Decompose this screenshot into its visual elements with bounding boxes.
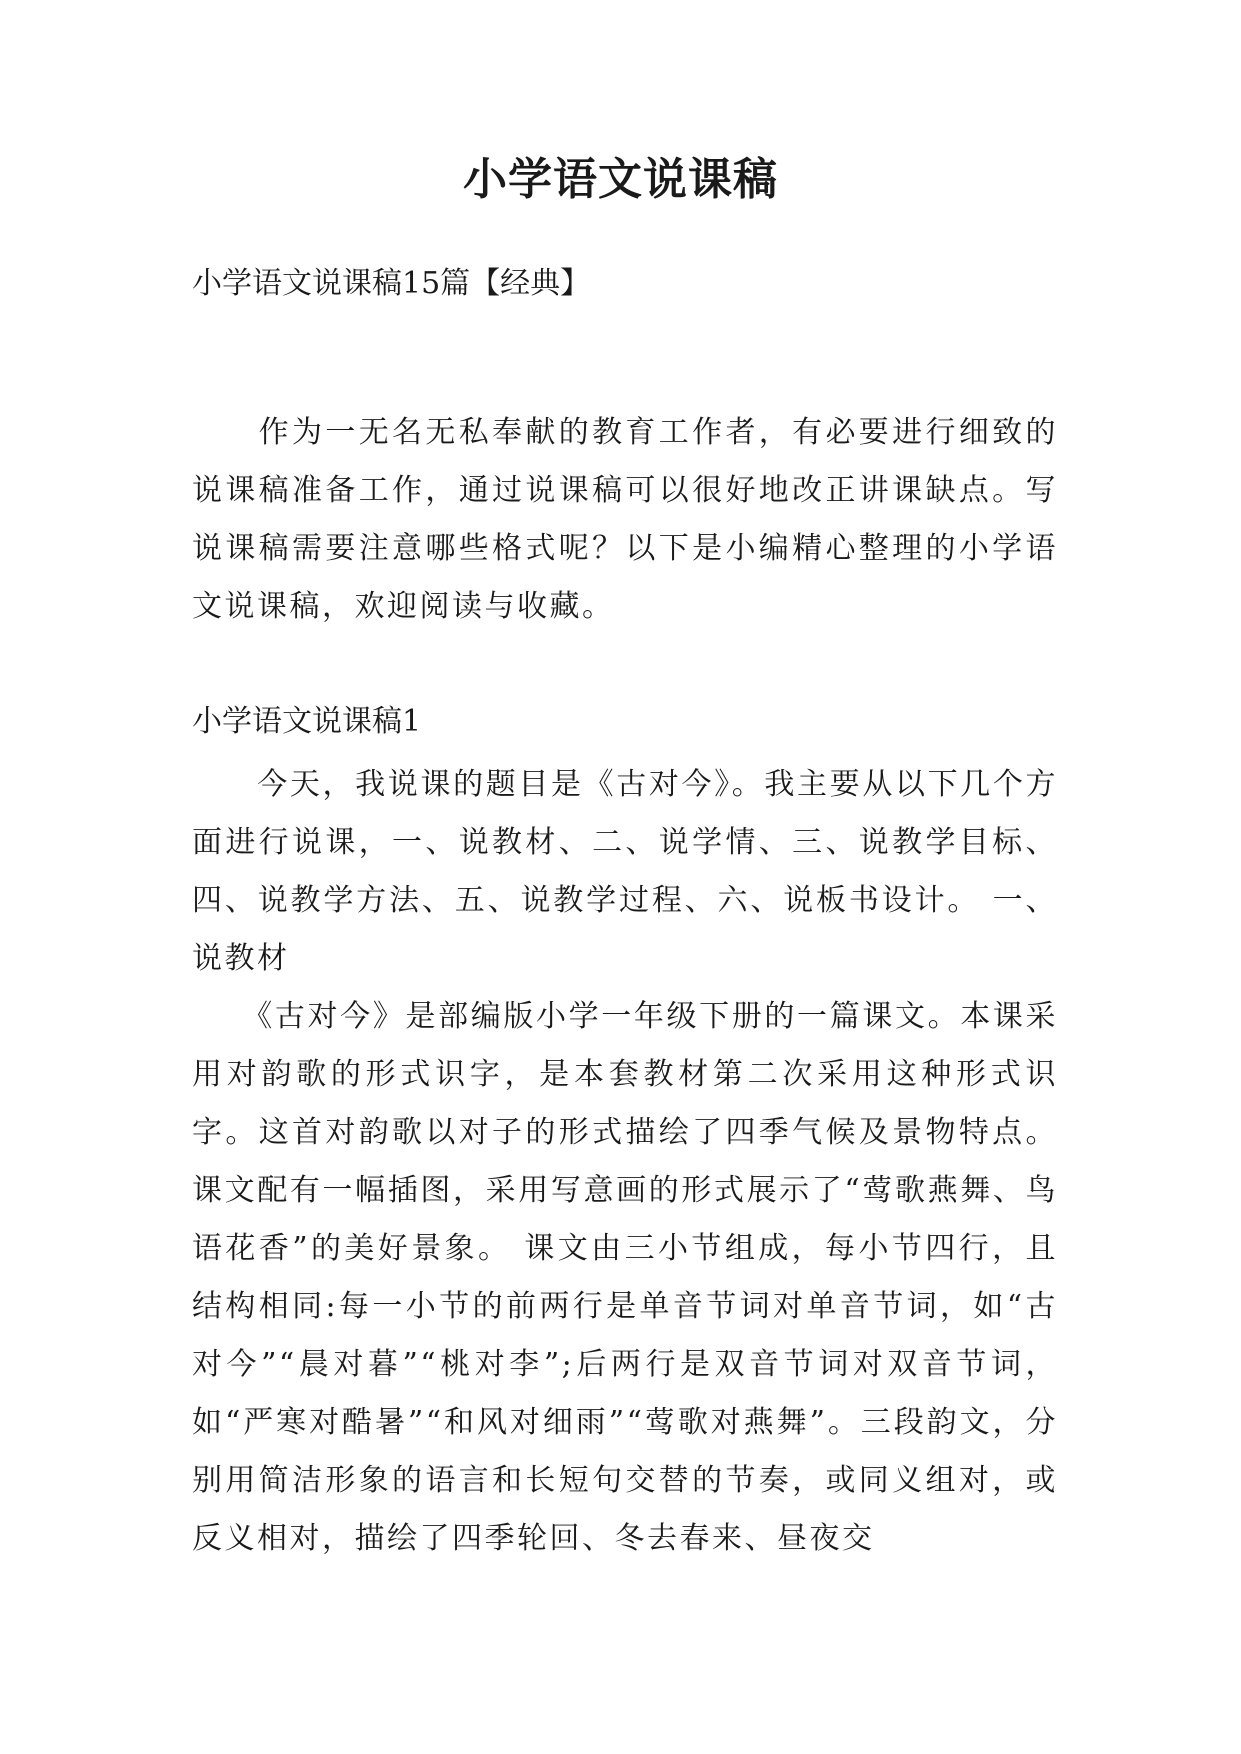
- section-paragraph-2: 《古对今》是部编版小学一年级下册的一篇课文。本课采用对韵歌的形式识字，是本套教材第二次采用这种形式识字。这首对韵歌以对子的形式描绘了四季气候及景物特点。课文配有一幅插图，采用写意画的形式展示了“莺歌燕舞、鸟语花香”的美好景象。 课文由三小节组成，每小节四行，且结构相同:每一小节的前两行是单音节词对单音节词，如“古对今”“晨对暮”“桃对李”;后两行是双音节词对双音节词，如“严寒对酷暑”“和风对细雨”“莺歌对燕舞”。三段韵文，分别用简洁形象的语言和长短句交替的节奏，或同义组对，或反义相对，描绘了四季轮回、冬去春来、昼夜交: [192, 999, 1058, 1556]
- section-paragraph-1: 今天，我说课的题目是《古对今》。我主要从以下几个方面进行说课，一、说教材、二、说学情、三、说教学目标、四、说教学方法、五、说教学过程、六、说板书设计。 一、说教材: [192, 767, 1058, 976]
- section-body: [192, 756, 1058, 1568]
- document-subtitle: 小学语文说课稿15篇【经典】: [192, 266, 591, 301]
- section-heading: 小学语文说课稿1: [192, 704, 422, 739]
- document-title: 小学语文说课稿: [463, 154, 778, 205]
- intro-paragraph: 作为一无名无私奉献的教育工作者，有必要进行细致的说课稿准备工作，通过说课稿可以很好地改正讲课缺点。写说课稿需要注意哪些格式呢？以下是小编精心整理的小学语文说课稿，欢迎阅读与收藏。: [192, 415, 1058, 624]
